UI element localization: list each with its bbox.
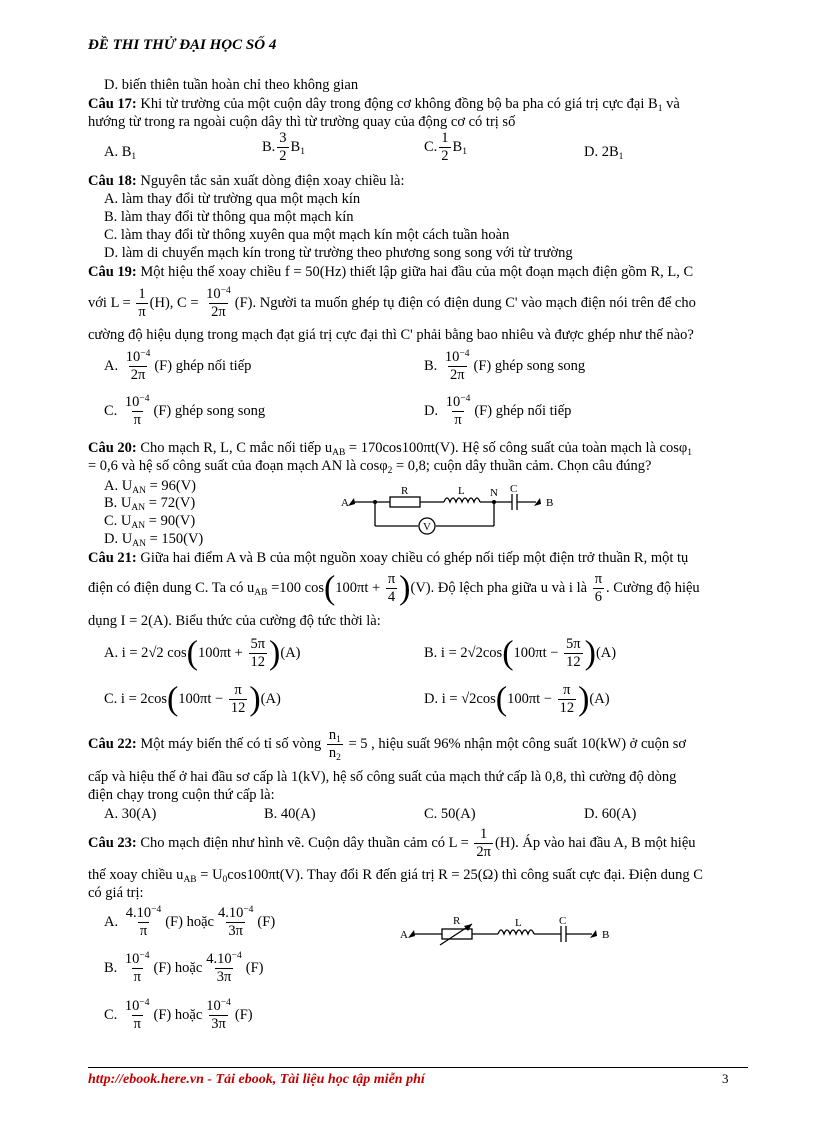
q23-label-r: R <box>453 915 461 927</box>
q20-circuit-diagram <box>340 484 570 542</box>
q20-label-c: C <box>510 484 518 495</box>
q21-option-a: A. i = 2√2 cos(100πt + $\frac{5\pi}{12}$ )(A) <box>104 634 301 672</box>
q23-line2: thế xoay chiều $u_{AB} = U_0\cos 100\pi t(V)$. Thay đổi R đến giá trị R = 25(Ω) thì công suất cực đại. Điện dung C <box>88 867 703 885</box>
q20-voltmeter-label: V <box>423 521 431 533</box>
q20-option-b: B. $U_{AN} = 72(V)$ <box>104 495 196 513</box>
q17-option-b: B. $\frac{3}{2}$ $B_1$ <box>262 130 305 164</box>
q23-line1: Câu 23: Cho mạch điện như hình vẽ. Cuộn dây thuần cảm có L = $\frac{1}{2\pi}$ (H). Áp vào hai đầu A, B một hiệu <box>88 826 696 860</box>
q20-node-n: N <box>490 487 498 499</box>
q20-label-r: R <box>401 485 409 497</box>
q20-option-c: C. $U_{AN} = 90(V)$ <box>104 513 196 531</box>
q18-option-d: D. làm di chuyển mạch kín trong từ trường theo phương song song với từ trường <box>104 245 573 261</box>
q18-option-c: C. làm thay đổi từ thông xuyên qua một mạch kín một cách tuần hoàn <box>104 227 510 243</box>
q19-option-b: B. $\frac{10^{-4}}{2\pi}$ (F) ghép song song <box>424 349 586 383</box>
q21-option-d: D. i = √2cos(100πt − $\frac{\pi}{12}$ )(A) <box>424 680 610 718</box>
q22-option-a: A. 30(A) <box>104 806 157 822</box>
q23-label-c: C <box>559 915 567 927</box>
footer-link[interactable]: http://ebook.here.vn - Tải ebook, Tài liệu học tập miễn phí <box>88 1072 425 1087</box>
q19-option-d: D. $\frac{10^{-4}}{\pi}$ (F) ghép nối tiếp <box>424 394 572 428</box>
q21-option-b: B. i = 2√2cos(100πt − $\frac{5\pi}{12}$ )(A) <box>424 634 617 672</box>
footer-rule <box>88 1067 748 1068</box>
q20-node-a: A <box>341 497 349 509</box>
q19-line2: với L = $\frac{1}{\pi}$ (H), C = $\frac{10^{-4}}{2\pi}$ (F). Người ta muốn ghép tụ điện có điện dung C' vào mạch điện nói trên để cho <box>88 286 696 320</box>
q22-line1: Câu 22: Một máy biến thế có tỉ số vòng $\frac{n_1}{n_2}$ = 5 , hiệu suất 96% nhận một công suất 10(kW) ở cuộn sơ <box>88 727 687 763</box>
q17-line2: hướng từ trong ra ngoài cuộn dây thì từ trường quay của động cơ có trị số <box>88 114 516 130</box>
q23-node-b: B <box>602 929 610 941</box>
page-number: 3 <box>722 1071 729 1086</box>
q16-option-d: D. biến thiên tuần hoàn chỉ theo không gian <box>104 77 359 93</box>
q20-label-l: L <box>458 485 465 497</box>
q22-option-d: D. 60(A) <box>584 806 637 822</box>
q21-line3: dụng I = 2(A). Biểu thức của cường độ tức thời là: <box>88 613 381 629</box>
q22-option-c: C. 50(A) <box>424 806 476 822</box>
q20-option-a: A. $U_{AN} = 96(V)$ <box>104 478 196 496</box>
q21-line1: Câu 21: Giữa hai điểm A và B của một nguồn xoay chiều có ghép nối tiếp một điện trở thuần R, một tụ <box>88 550 689 566</box>
q17-number: Câu 17: <box>88 96 137 112</box>
q23-option-c: C. $\frac{10^{-4}}{\pi}$ (F) hoặc $\frac{10^{-4}}{3\pi}$ (F) <box>104 998 253 1032</box>
q19-line1: Câu 19: Một hiệu thế xoay chiều f = 50(Hz) thiết lập giữa hai đầu của một đoạn mạch điện gồm R, L, C <box>88 264 694 280</box>
q20-option-d: D. $U_{AN} = 150(V)$ <box>104 531 204 549</box>
page-header: ĐỀ THI THỬ ĐẠI HỌC SỐ 4 <box>88 37 277 53</box>
q23-option-b: B. $\frac{10^{-4}}{\pi}$ (F) hoặc $\frac{4.10^{-4}}{3\pi}$ (F) <box>104 951 264 985</box>
q20-line1: Câu 20: Cho mạch R, L, C mắc nối tiếp $u_{AB} = 170\cos 100\pi t(V)$. Hệ số công suất của toàn mạch là cosφ$_1$ <box>88 440 693 458</box>
q19-line3: cường độ hiệu dụng trong mạch đạt giá trị cực đại thì C' phải bằng bao nhiêu và được ghép như thế nào? <box>88 327 694 343</box>
q23-line3: có giá trị: <box>88 885 144 901</box>
q22-option-b: B. 40(A) <box>264 806 316 822</box>
q23-node-a: A <box>400 929 408 941</box>
q17-option-a: A. $B_1$ <box>104 144 137 162</box>
q19-option-a: A. $\frac{10^{-4}}{2\pi}$ (F) ghép nối tiếp <box>104 349 252 383</box>
q23-circuit-diagram <box>398 912 628 952</box>
q17-option-c: C. $\frac{1}{2}$ $B_1$ <box>424 130 467 164</box>
q19-option-c: C. $\frac{10^{-4}}{\pi}$ (F) ghép song song <box>104 394 266 428</box>
q23-label-l: L <box>515 917 522 929</box>
q20-line2: = 0,6 và hệ số công suất của đoạn mạch AN là cosφ$_2$ = 0,8; cuộn dây thuần cảm. Chọn câu đúng? <box>88 458 652 476</box>
q18-option-b: B. làm thay đổi từ thông qua một mạch kín <box>104 209 354 225</box>
q23-option-a: A. $\frac{4.10^{-4}}{\pi}$ (F) hoặc $\frac{4.10^{-4}}{3\pi}$ (F) <box>104 905 276 939</box>
q18-option-a: A. làm thay đổi từ trường qua một mạch kín <box>104 191 361 207</box>
q18-stem: Câu 18: Nguyên tắc sản xuất dòng điện xoay chiều là: <box>88 173 405 189</box>
q17-line1: Câu 17: Khi từ trường của một cuộn dây trong động cơ không đồng bộ ba pha có giá trị cực đại $B_1$ và <box>88 96 680 114</box>
q22-line3: điện chạy trong cuộn thứ cấp là: <box>88 787 275 803</box>
q21-line2: điện có điện dung C. Ta có $u_{AB} =100$ cos(100πt + $\frac{\pi}{4}$ )(V). Độ lệch pha giữa u và i là $\frac{\pi}{6}$ . Cường độ hiệu <box>88 569 700 607</box>
q21-option-c: C. i = 2cos(100πt − $\frac{\pi}{12}$ )(A) <box>104 680 281 718</box>
q17-option-d: D. $2B_1$ <box>584 144 624 162</box>
q20-node-b: B <box>546 497 554 509</box>
q22-line2: cấp và hiệu thế ở hai đầu sơ cấp là 1(kV), hệ số công suất của mạch thứ cấp là 0,8, thì cường độ dòng <box>88 769 677 785</box>
